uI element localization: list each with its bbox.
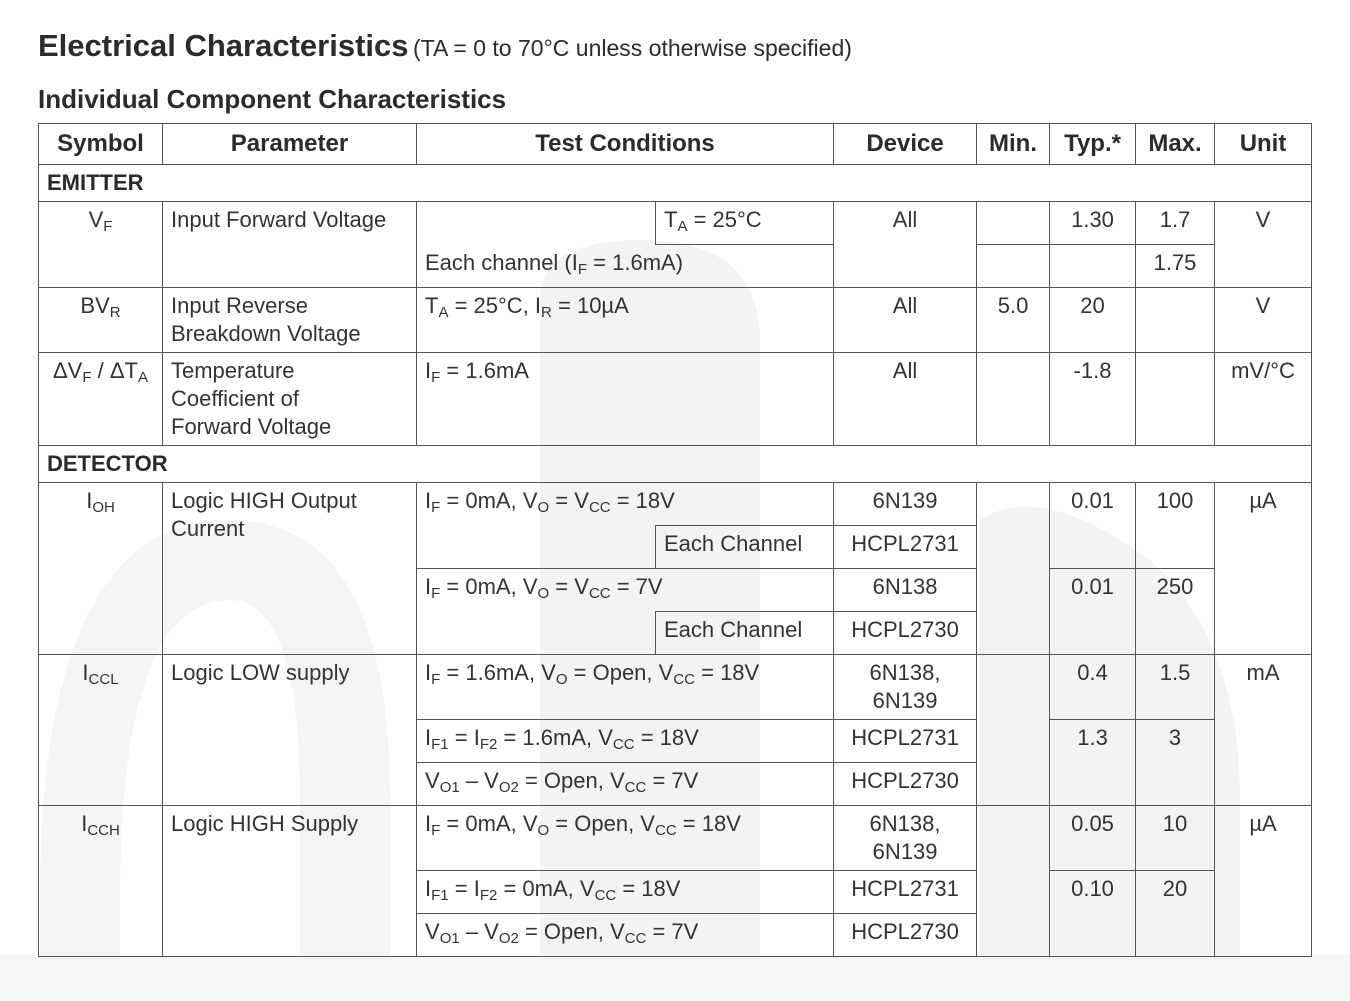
- device-cell: 6N139: [834, 483, 977, 526]
- col-header-device: Device: [834, 124, 977, 165]
- min-cell: 5.0: [977, 288, 1050, 353]
- device-cell: All: [834, 202, 977, 288]
- parameter-line: Current: [171, 516, 245, 541]
- table-row: [39, 806, 1312, 871]
- symbol-cell: $BV_R$: [39, 288, 163, 353]
- condition-cell: $V_{O1} - V_{O2}$ = Open, $V_{CC} = 7V$: [417, 763, 834, 806]
- col-header-parameter: Parameter: [163, 124, 417, 165]
- device-line: 6N139: [872, 688, 938, 713]
- max-cell: 1.7: [1136, 202, 1215, 245]
- symbol-cell: $I_{CCL}$: [39, 655, 163, 806]
- device-line: 6N138,: [869, 660, 941, 685]
- table-row: [39, 288, 1312, 353]
- condition-cell: $I_{F1} = I_{F2} = 0mA$, $V_{CC} = 18V$: [417, 871, 834, 914]
- typ-cell: [1050, 245, 1136, 288]
- section-label-detector: DETECTOR: [39, 446, 1312, 483]
- typ-cell: 1.3: [1050, 720, 1136, 806]
- unit-cell: µA: [1215, 806, 1312, 957]
- condition-cell: $I_F = 1.6mA$, $V_O$ = Open, $V_{CC} = 18V$: [417, 655, 834, 720]
- unit-cell: µA: [1215, 483, 1312, 655]
- typ-cell: 0.05: [1050, 806, 1136, 871]
- min-cell: [977, 353, 1050, 446]
- device-cell: [834, 806, 977, 871]
- table-row: [39, 483, 1312, 526]
- device-cell: HCPL2730: [834, 763, 977, 806]
- condition-spacer: [417, 526, 656, 569]
- col-header-min: Min.: [977, 124, 1050, 165]
- col-header-test-conditions: Test Conditions: [417, 124, 834, 165]
- parameter-line: Forward Voltage: [171, 414, 332, 439]
- condition-cell: Each channel $(I_F = 1.6mA)$: [417, 245, 834, 288]
- condition-cell: $T_A = 25^\circ C$, $I_R = 10\mu A$: [417, 288, 834, 353]
- unit-cell: V: [1215, 202, 1312, 288]
- col-header-max: Max.: [1136, 124, 1215, 165]
- characteristics-table: [38, 123, 1312, 957]
- unit-cell: mV/°C: [1215, 353, 1312, 446]
- device-line: 6N138,: [869, 811, 941, 836]
- condition-cell: $I_{F1} = I_{F2} = 1.6mA$, $V_{CC} = 18V$: [417, 720, 834, 763]
- device-cell: HCPL2731: [834, 526, 977, 569]
- page-title-block: [38, 28, 852, 64]
- min-cell: [977, 483, 1050, 655]
- table-row: [39, 655, 1312, 720]
- typ-cell: 0.4: [1050, 655, 1136, 720]
- device-cell: All: [834, 353, 977, 446]
- min-cell: [977, 202, 1050, 245]
- parameter-cell: Logic HIGH Supply: [163, 806, 417, 957]
- typ-cell: 1.30: [1050, 202, 1136, 245]
- condition-cell: $T_A = 25^\circ C$: [656, 202, 834, 245]
- symbol-cell: $I_{OH}$: [39, 483, 163, 655]
- parameter-line: Coefficient of: [171, 386, 300, 411]
- unit-cell: mA: [1215, 655, 1312, 806]
- parameter-line: Logic HIGH Output: [171, 488, 357, 513]
- table-row: [39, 353, 1312, 446]
- max-cell: [1136, 288, 1215, 353]
- device-cell: HCPL2731: [834, 871, 977, 914]
- typ-cell: 0.01: [1050, 569, 1136, 655]
- typ-cell: -1.8: [1050, 353, 1136, 446]
- max-cell: 20: [1136, 871, 1215, 957]
- parameter-cell: [163, 483, 417, 655]
- max-cell: 100: [1136, 483, 1215, 569]
- parameter-cell: Logic LOW supply: [163, 655, 417, 806]
- typ-cell: 0.01: [1050, 483, 1136, 569]
- col-header-symbol: Symbol: [39, 124, 163, 165]
- section-row-detector: [39, 446, 1312, 483]
- section-subtitle: Individual Component Characteristics: [38, 84, 507, 114]
- col-header-unit: Unit: [1215, 124, 1312, 165]
- table-row: [39, 202, 1312, 245]
- typ-cell: 20: [1050, 288, 1136, 353]
- max-cell: 1.5: [1136, 655, 1215, 720]
- condition-cell: Each Channel: [656, 526, 834, 569]
- condition-cell: $V_{O1} - V_{O2}$ = Open, $V_{CC} = 7V$: [417, 914, 834, 957]
- max-cell: 10: [1136, 806, 1215, 871]
- condition-cell: $I_F = 0mA$, $V_O$ = Open, $V_{CC} = 18V$: [417, 806, 834, 871]
- symbol-cell: $I_{CCH}$: [39, 806, 163, 957]
- condition-spacer: [417, 202, 656, 245]
- condition-cell: $I_F = 1.6mA$: [417, 353, 834, 446]
- device-line: 6N139: [872, 839, 938, 864]
- section-label-emitter: EMITTER: [39, 165, 1312, 202]
- device-cell: HCPL2730: [834, 612, 977, 655]
- table-header-row: [39, 124, 1312, 165]
- condition-cell: Each Channel: [656, 612, 834, 655]
- symbol-cell: $V_F$: [39, 202, 163, 288]
- unit-cell: V: [1215, 288, 1312, 353]
- device-cell: HCPL2730: [834, 914, 977, 957]
- parameter-line: Temperature: [171, 358, 295, 383]
- min-cell: [977, 806, 1050, 957]
- parameter-cell: [163, 288, 417, 353]
- max-cell: 1.75: [1136, 245, 1215, 288]
- condition-cell: $I_F = 0mA$, $V_O = V_{CC} = 7V$: [417, 569, 834, 612]
- col-header-typ: Typ.*: [1050, 124, 1136, 165]
- device-cell: HCPL2731: [834, 720, 977, 763]
- device-cell: [834, 655, 977, 720]
- parameter-line: Breakdown Voltage: [171, 321, 361, 346]
- condition-spacer: [417, 612, 656, 655]
- device-cell: 6N138: [834, 569, 977, 612]
- parameter-line: Input Reverse: [171, 293, 308, 318]
- min-cell: [977, 245, 1050, 288]
- min-cell: [977, 655, 1050, 806]
- section-row-emitter: [39, 165, 1312, 202]
- max-cell: [1136, 353, 1215, 446]
- typ-cell: 0.10: [1050, 871, 1136, 957]
- condition-cell: $I_F = 0mA$, $V_O = V_{CC} = 18V$: [417, 483, 834, 526]
- symbol-cell: $\Delta V_F / \Delta T_A$: [39, 353, 163, 446]
- title-note: (TA = 0 to 70°C unless otherwise specified): [412, 35, 852, 61]
- parameter-cell: [163, 353, 417, 446]
- device-cell: All: [834, 288, 977, 353]
- max-cell: 250: [1136, 569, 1215, 655]
- parameter-cell: Input Forward Voltage: [163, 202, 417, 288]
- max-cell: 3: [1136, 720, 1215, 806]
- page-title: Electrical Characteristics: [38, 28, 409, 63]
